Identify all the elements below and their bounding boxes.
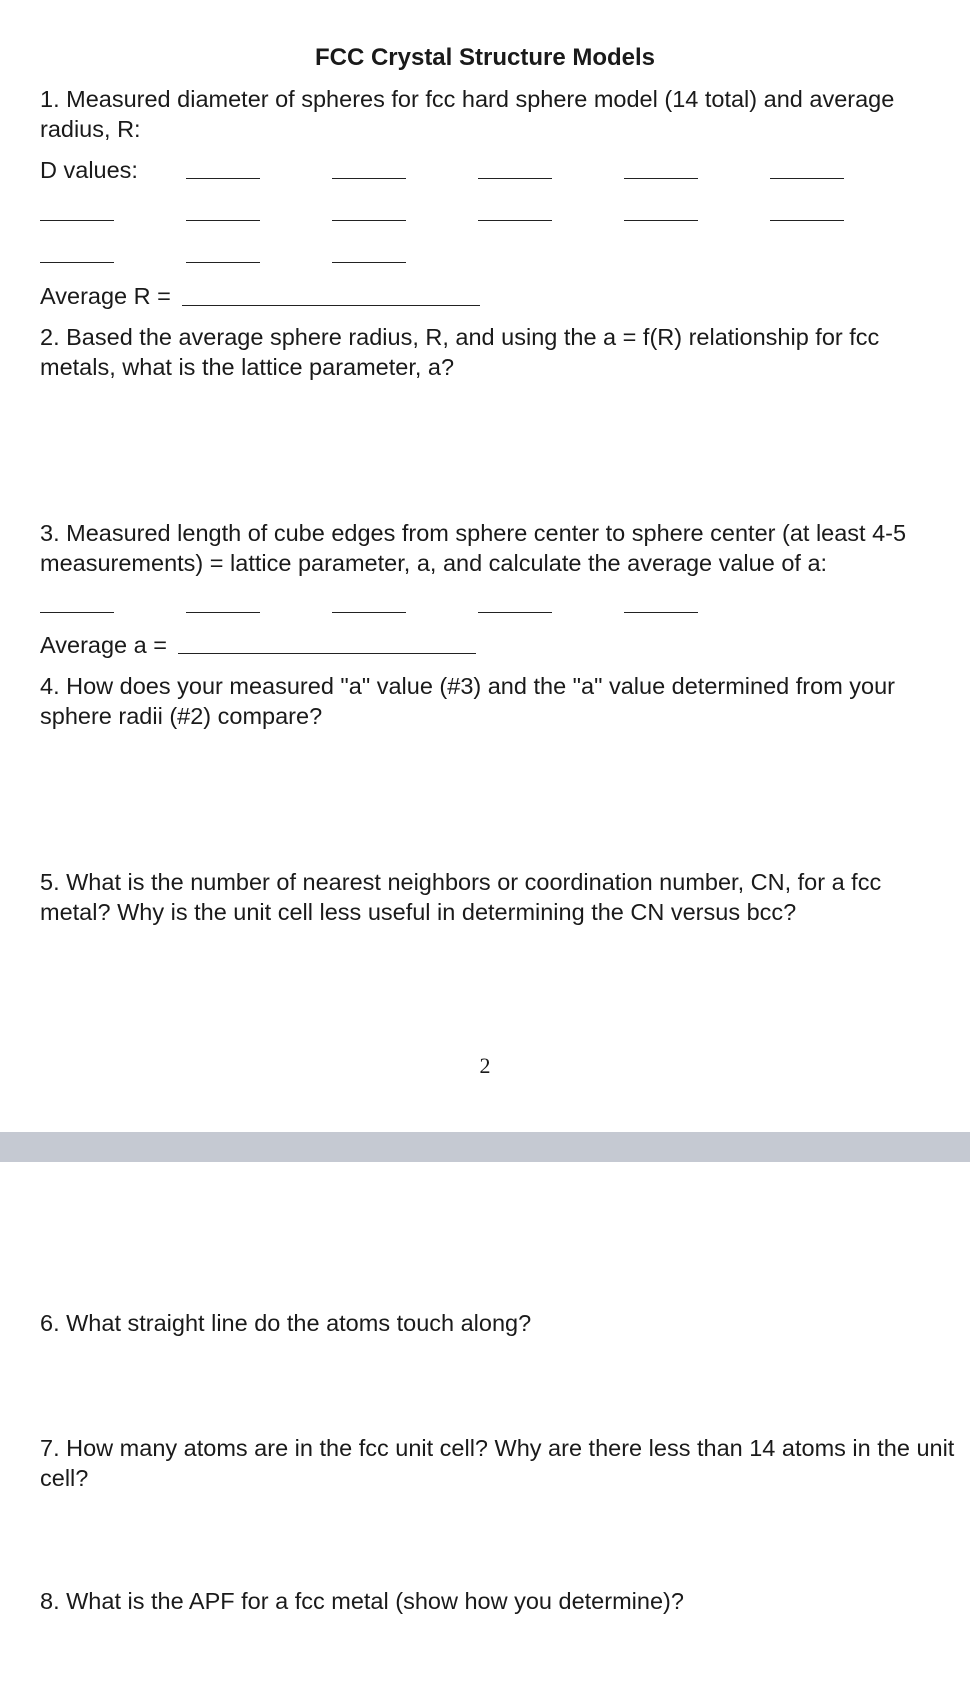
d-value-blank[interactable] <box>624 220 698 221</box>
worksheet-page-2 <box>0 1162 970 1700</box>
page-number: 2 <box>479 1053 491 1078</box>
average-r-label: Average R = <box>40 283 171 309</box>
d-values-label: D values: <box>40 157 138 183</box>
d-value-blank[interactable] <box>186 178 260 179</box>
d-value-blank[interactable] <box>770 178 844 179</box>
d-value-blank[interactable] <box>186 220 260 221</box>
d-value-blank[interactable] <box>770 220 844 221</box>
d-value-blank[interactable] <box>40 220 114 221</box>
page-title: FCC Crystal Structure Models <box>314 44 656 71</box>
d-value-blank[interactable] <box>40 262 114 263</box>
d-value-blank[interactable] <box>332 178 406 179</box>
question-7: 7. How many atoms are in the fcc unit cell? Why are there less than 14 atoms in the unit cell? <box>40 1435 955 1491</box>
question-8: 8. What is the APF for a fcc metal (show how you determine)? <box>40 1588 684 1614</box>
d-value-blank[interactable] <box>332 262 406 263</box>
d-value-blank[interactable] <box>478 220 552 221</box>
d-value-blank[interactable] <box>186 262 260 263</box>
average-a-label: Average a = <box>40 632 167 658</box>
question-3: 3. Measured length of cube edges from sphere center to sphere center (at least 4-5 measurements) = lattice parameter, a, and calculate the average value of a: <box>40 520 907 576</box>
d-value-blank[interactable] <box>332 220 406 221</box>
a-value-blank[interactable] <box>186 612 260 613</box>
a-value-blank[interactable] <box>478 612 552 613</box>
question-5: 5. What is the number of nearest neighbors or coordination number, CN, for a fcc metal? Why is the unit cell less useful in determining the CN versus bcc? <box>40 869 882 925</box>
d-value-blank[interactable] <box>624 178 698 179</box>
average-a-blank[interactable] <box>178 653 476 654</box>
page-separator <box>0 1132 970 1162</box>
question-4: 4. How does your measured "a" value (#3) and the "a" value determined from your sphere radii (#2) compare? <box>40 673 896 729</box>
a-value-blank[interactable] <box>332 612 406 613</box>
a-value-blank[interactable] <box>40 612 114 613</box>
question-1: 1. Measured diameter of spheres for fcc hard sphere model (14 total) and average radius, R: <box>40 86 895 142</box>
d-value-blank[interactable] <box>478 178 552 179</box>
question-6: 6. What straight line do the atoms touch along? <box>40 1310 532 1336</box>
a-value-blank[interactable] <box>624 612 698 613</box>
average-r-blank[interactable] <box>182 305 480 306</box>
question-2: 2. Based the average sphere radius, R, and using the a = f(R) relationship for fcc metals, what is the lattice parameter, a? <box>40 324 880 380</box>
